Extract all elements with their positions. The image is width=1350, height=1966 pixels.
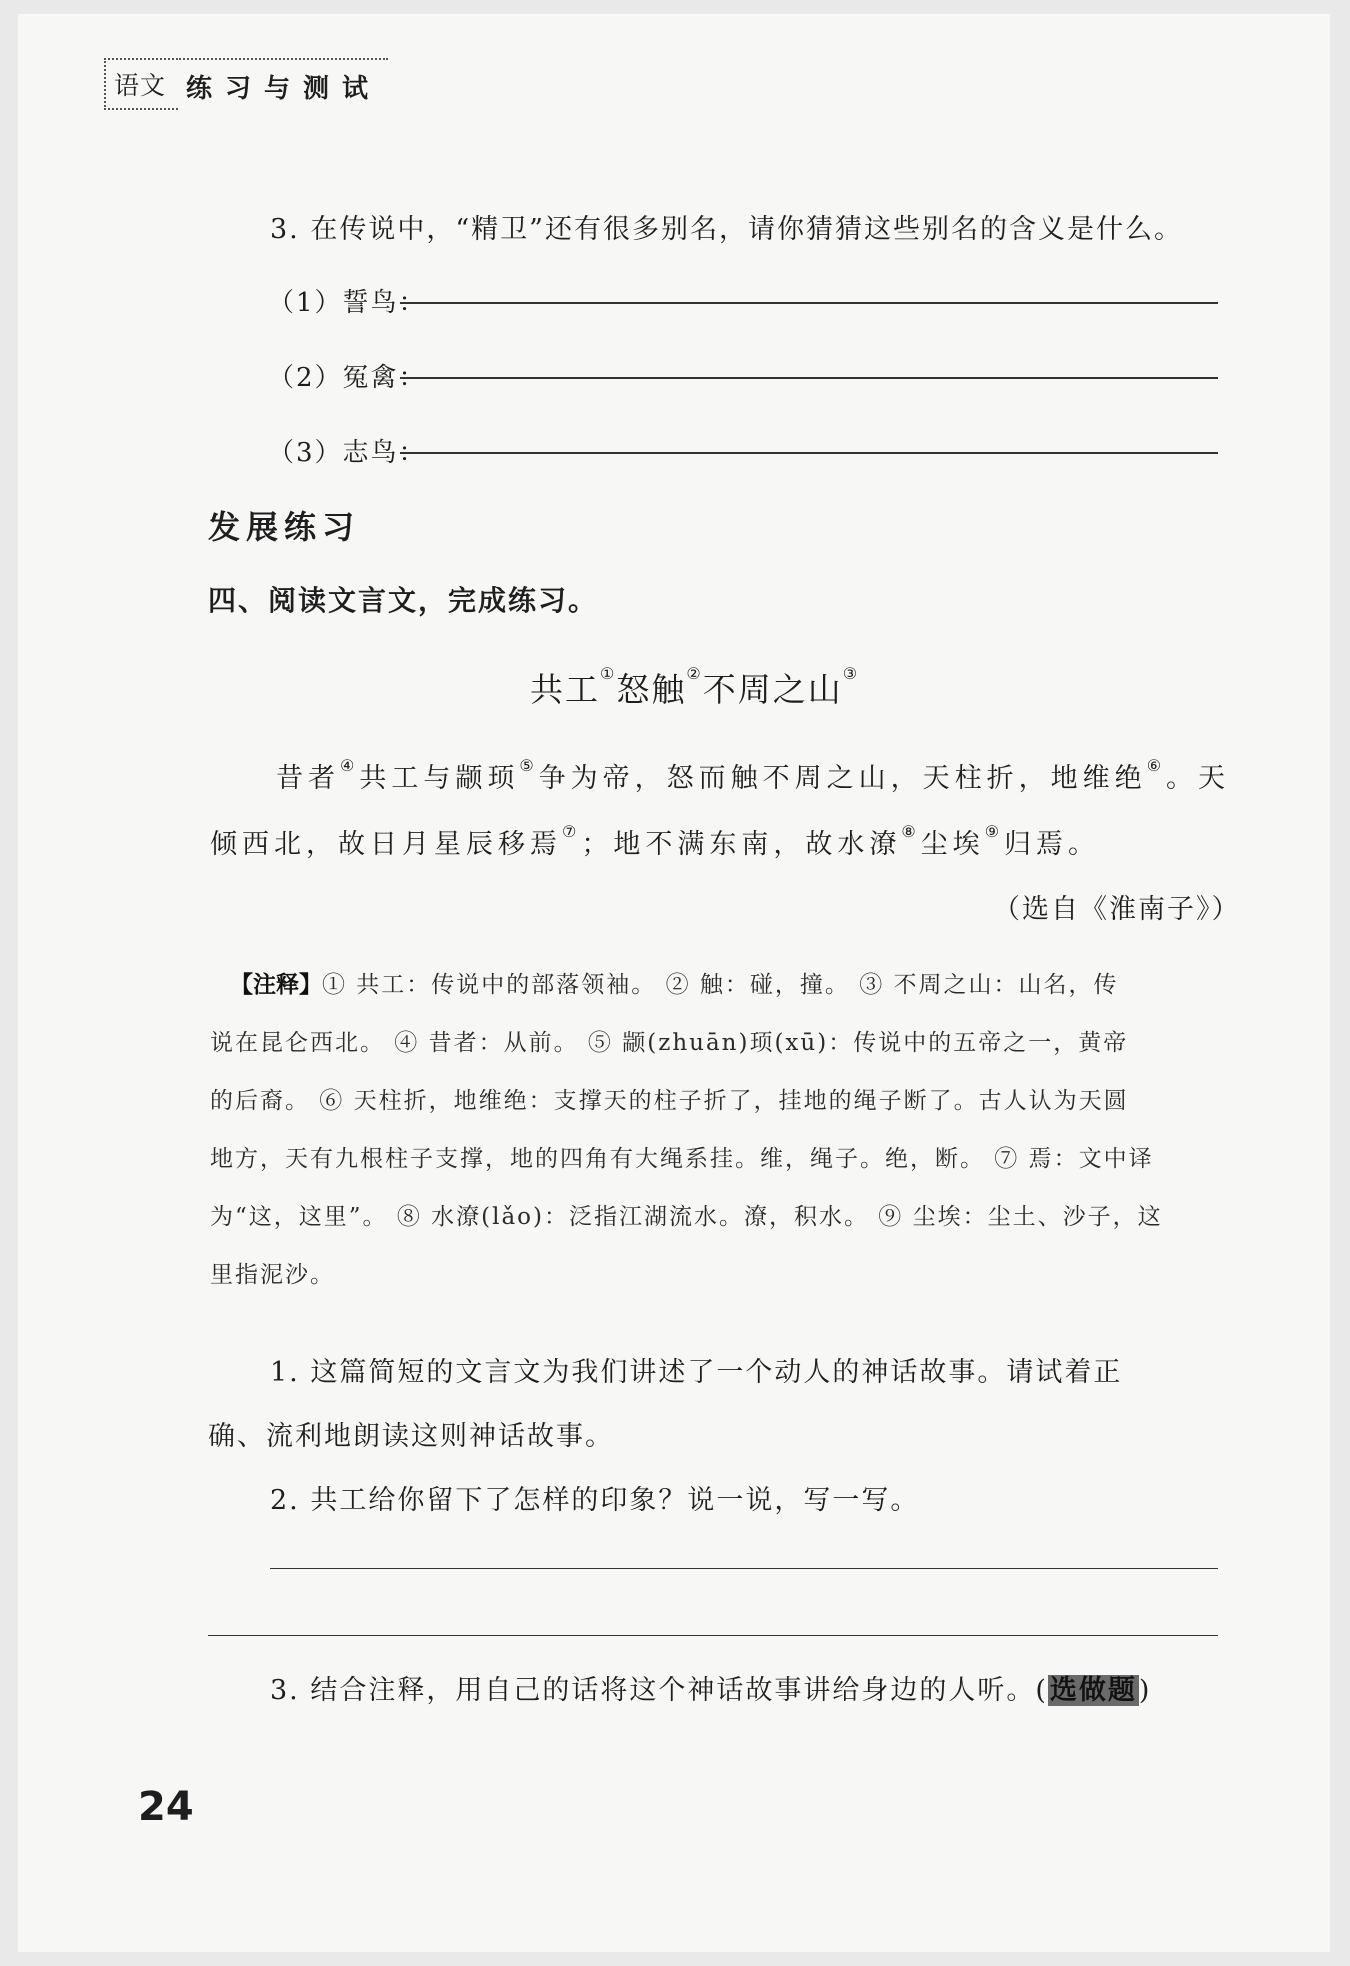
- alias-item-1: （1）誓鸟：: [268, 288, 427, 318]
- part4-heading: 四、阅读文言文，完成练习。: [208, 584, 599, 617]
- notes-line-1: 【注释】① 共工：传说中的部落领袖。 ② 触：碰，撞。 ③ 不周之山：山名，传: [230, 972, 1119, 998]
- subject-box: [104, 58, 178, 110]
- optional-tag: 选做题: [1049, 1675, 1137, 1706]
- question-3-prompt: 3. 在传说中，“精卫”还有很多别名，请你猜猜这些别名的含义是什么。: [270, 214, 1183, 245]
- answer-line-3[interactable]: [400, 452, 1218, 454]
- page-number: 24: [138, 1784, 194, 1830]
- passage-line-2: 倾西北，故日月星辰移焉⑦；地不满东南，故水潦⑧尘埃⑨归焉。: [210, 822, 1101, 860]
- answer-line-e2-1[interactable]: [270, 1568, 1218, 1569]
- exercise-1-line-2: 确、流利地朗读这则神话故事。: [208, 1421, 614, 1452]
- exercise-2: 2. 共工给你留下了怎样的印象？说一说，写一写。: [270, 1485, 920, 1516]
- notes-line-3: 的后裔。 ⑥ 天柱折，地维绝：支撑天的柱子折了，挂地的绳子断了。古人认为天圆: [210, 1088, 1129, 1114]
- note-ref-3: ③: [842, 664, 860, 683]
- exercise-3: 3. 结合注释，用自己的话将这个神话故事讲给身边的人听。(选做题): [270, 1675, 1152, 1706]
- book-title: 练习与测试: [186, 74, 382, 104]
- answer-line-2[interactable]: [400, 377, 1218, 379]
- passage-title: 共工①怒触②不周之山③: [530, 664, 860, 709]
- note-ref-2: ②: [686, 664, 703, 683]
- alias-item-3: （3）志鸟：: [268, 438, 427, 468]
- note-ref-1: ①: [600, 664, 617, 683]
- exercise-1-line-1: 1. 这篇简短的文言文为我们讲述了一个动人的神话故事。请试着正: [270, 1357, 1123, 1388]
- section-title: 发展练习: [208, 508, 361, 546]
- workbook-page: [18, 14, 1330, 1952]
- subject-label: 语文: [114, 71, 167, 100]
- notes-line-4: 地方，天有九根柱子支撑，地的四角有大绳系挂。维，绳子。绝，断。 ⑦ 焉：文中译: [210, 1146, 1154, 1172]
- notes-label: 【注释】: [230, 972, 322, 998]
- passage-line-1: 昔者④共工与颛顼⑤争为帝，怒而触不周之山，天柱折，地维绝⑥。天: [276, 756, 1231, 794]
- notes-line-2: 说在昆仑西北。 ④ 昔者：从前。 ⑤ 颛(zhuān)顼(xū)：传说中的五帝之一，黄帝: [210, 1030, 1129, 1056]
- notes-line-6: 里指泥沙。: [210, 1262, 335, 1288]
- notes-line-5: 为“这，这里”。 ⑧ 水潦(lǎo)：泛指江湖流水。潦，积水。 ⑨ 尘埃：尘土、沙子，这: [210, 1204, 1163, 1230]
- passage-source: （选自《淮南子》）: [993, 894, 1241, 925]
- answer-line-e2-2[interactable]: [208, 1635, 1218, 1636]
- alias-item-2: （2）冤禽：: [268, 363, 427, 393]
- answer-line-1[interactable]: [400, 302, 1218, 304]
- header-dotted-rule: [176, 58, 388, 60]
